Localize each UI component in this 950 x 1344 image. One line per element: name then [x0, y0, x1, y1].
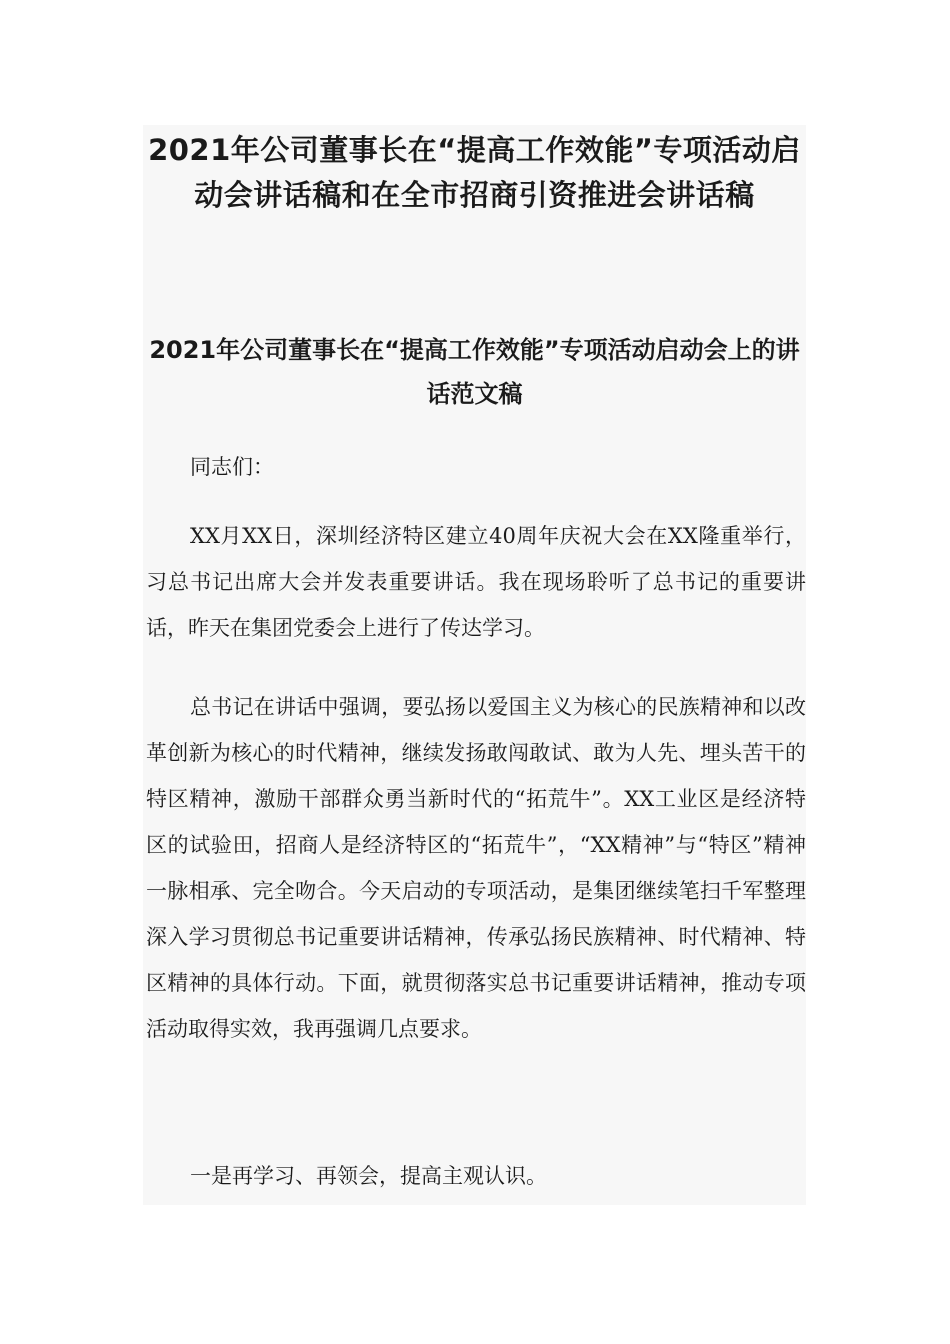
salutation: 同志们： — [190, 455, 274, 479]
document-title: 2021年公司董事长在“提高工作效能”专项活动启动会讲话稿和在全市招商引资推进会讲话稿 — [148, 133, 801, 212]
paragraph-3: 一是再学习、再领会，提高主观认识。 — [190, 1164, 547, 1188]
paragraph-2: 总书记在讲话中强调，要弘扬以爱国主义为核心的民族精神和以改革创新为核心的时代精神，继续发扬敢闯敢试、敢为人先、埋头苦干的特区精神，激励干部群众勇当新时代的“拓荒牛”。XX工业区是经济特区的试验田，招商人是经济特区的“拓荒牛”，“XX精神”与“特区”精神一脉相承、完全吻合。今天启动的专项活动，是集团继续笔扫千军整理深入学习贯彻总书记重要讲话精神，传承弘扬民族精神、时代精神、特区精神的具体行动。下面，就贯彻落实总书记重要讲话精神，推动专项活动取得实效，我再强调几点要求。 — [146, 695, 806, 1041]
speech-subtitle: 2021年公司董事长在“提高工作效能”专项活动启动会上的讲话范文稿 — [149, 336, 800, 408]
paragraph-1: XX月XX日，深圳经济特区建立40周年庆祝大会在XX隆重举行，习总书记出席大会并发表重要讲话。我在现场聆听了总书记的重要讲话，昨天在集团党委会上进行了传达学习。 — [146, 524, 806, 640]
